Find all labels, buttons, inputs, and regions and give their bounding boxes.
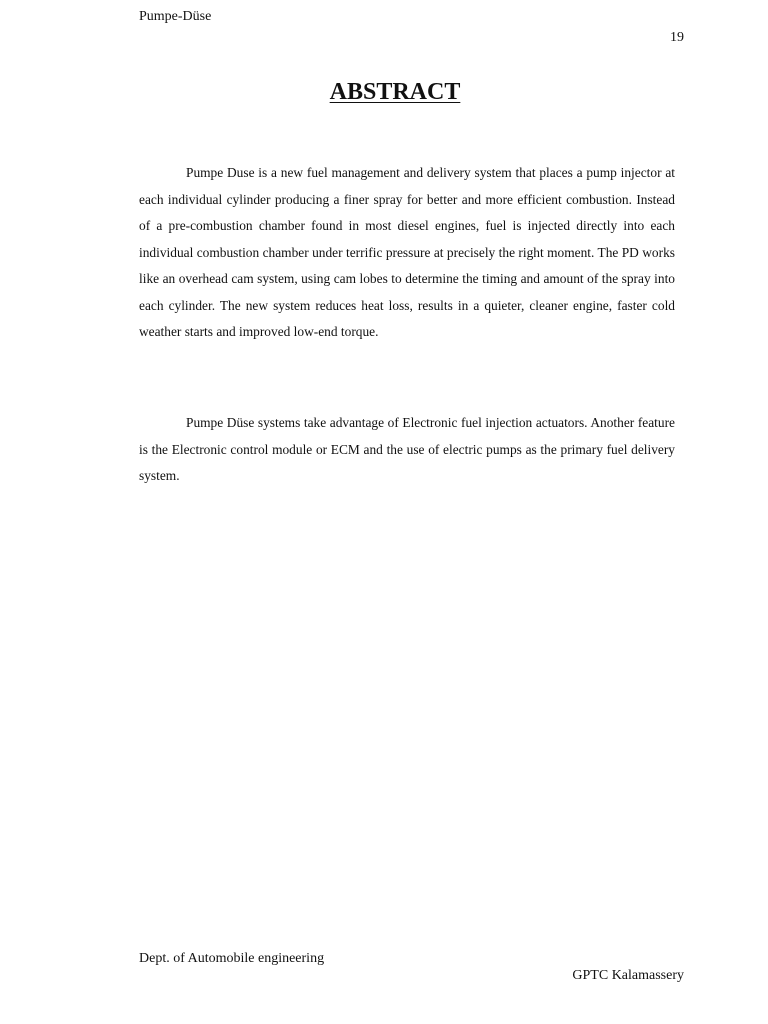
footer-institution: GPTC Kalamassery <box>572 968 684 983</box>
page-number: 19 <box>670 30 684 45</box>
running-header-title: Pumpe-Düse <box>139 9 212 24</box>
abstract-paragraph-2: Pumpe Düse systems take advantage of Electronic fuel injection actuators. Another feature is the Electronic control module or ECM and the use of electric pumps as the primary fuel delivery system. <box>139 415 675 483</box>
page-title: ABSTRACT <box>329 79 461 105</box>
abstract-paragraph-1: Pumpe Duse is a new fuel management and delivery system that places a pump injector at each individual cylinder producing a finer spray for better and more efficient combustion. Instead of a pre-combustion chamber found in most diesel engines, fuel is injected directly into each individual combustion chamber under terrific pressure at precisely the right moment. The PD works like an overhead cam system, using cam lobes to determine the timing and amount of the spray into each cylinder. The new system reduces heat loss, results in a quieter, cleaner engine, faster cold weather starts and improved low-end torque. <box>139 165 675 339</box>
footer-department: Dept. of Automobile engineering <box>139 951 325 966</box>
